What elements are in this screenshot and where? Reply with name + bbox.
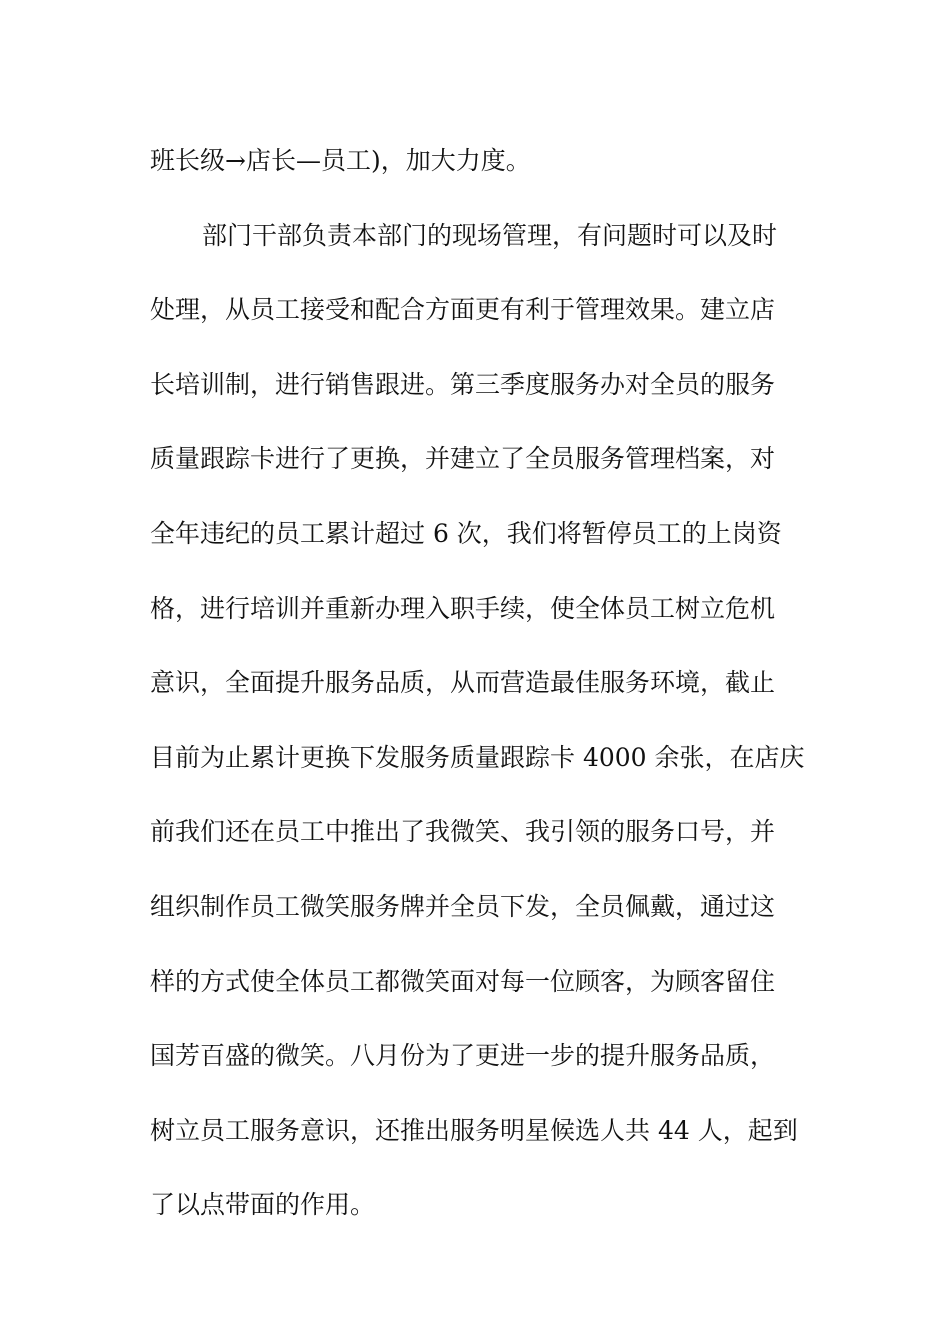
text-line: 全年违纪的员工累计超过 6 次，我们将暂停员工的上岗资 — [150, 518, 782, 548]
text-line: 样的方式使全体员工都微笑面对每一位顾客，为顾客留住 — [150, 966, 776, 996]
text-line: 组织制作员工微笑服务牌并全员下发，全员佩戴，通过这 — [150, 891, 776, 921]
text-line: 质量跟踪卡进行了更换，并建立了全员服务管理档案，对 — [150, 444, 776, 474]
text-line: 意识，全面提升服务品质，从而营造最佳服务环境，截止 — [150, 668, 776, 698]
text-line: 国芳百盛的微笑。八月份为了更进一步的提升服务品质， — [150, 1041, 776, 1071]
text-line: 树立员工服务意识，还推出服务明星候选人共 44 人，起到 — [150, 1115, 798, 1145]
text-line: 处理，从员工接受和配合方面更有利于管理效果。建立店 — [150, 295, 776, 325]
text-line: 前我们还在员工中推出了我微笑、我引领的服务口号，并 — [150, 817, 776, 847]
text-line: 目前为止累计更换下发服务质量跟踪卡 4000 余张，在店庆 — [150, 742, 805, 772]
document-body — [150, 124, 810, 1243]
text-line: 格，进行培训并重新办理入职手续，使全体员工树立危机 — [150, 593, 776, 623]
text-line: 长培训制，进行销售跟进。第三季度服务办对全员的服务 — [150, 369, 776, 399]
paragraph-first-line: 部门干部负责本部门的现场管理，有问题时可以及时 — [202, 220, 778, 250]
text-line: 班长级→店长—员工)，加大力度。 — [150, 146, 531, 175]
text-line: 了以点带面的作用。 — [150, 1190, 376, 1220]
